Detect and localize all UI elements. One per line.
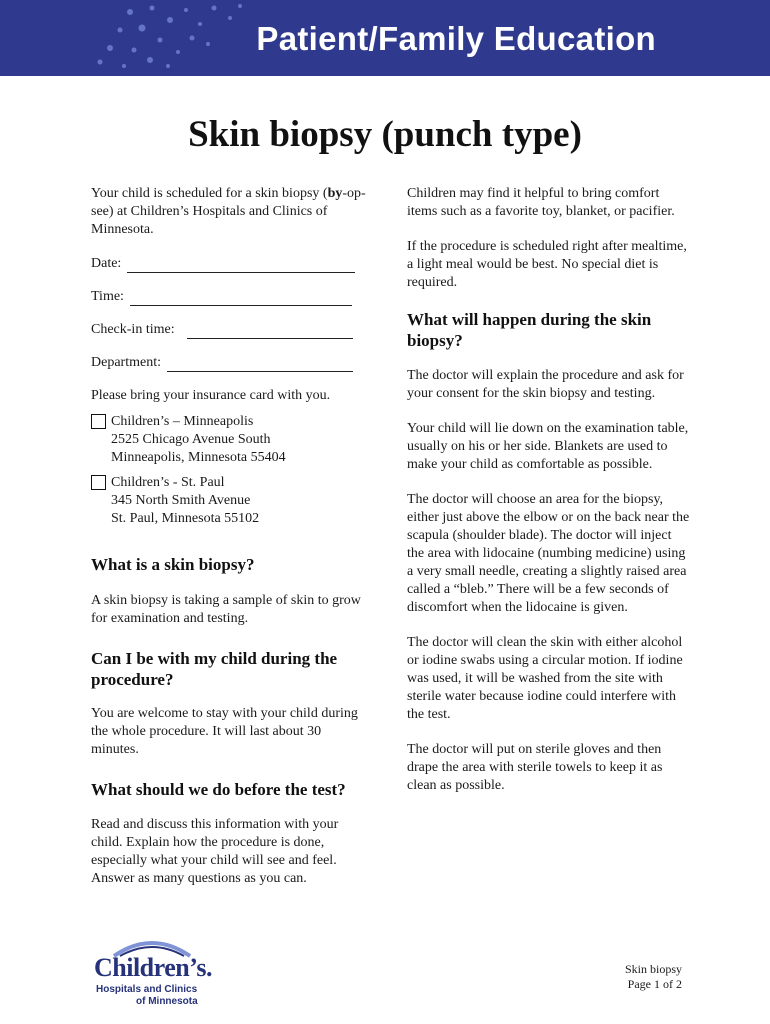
department-label: Department: <box>91 355 161 370</box>
section-body: A skin biopsy is taking a sample of skin to grow for examination and testing. <box>91 593 361 626</box>
checkin-blank[interactable] <box>187 325 353 339</box>
procedure-paragraph: The doctor will clean the skin with either alcohol or iodine swabs using a circular motion. If iodine was used, it will be washed from the site with sterile water because iodine could interfere with the test. <box>407 635 683 722</box>
checkbox[interactable] <box>91 475 106 490</box>
comfort-note: Children may find it helpful to bring comfort items such as a favorite toy, blanket, or pacifier. <box>407 186 675 219</box>
location-option-st-paul[interactable] <box>91 474 371 528</box>
department-field[interactable] <box>91 354 371 372</box>
location-name: Children’s - St. Paul <box>111 475 225 490</box>
checkin-field[interactable] <box>91 321 371 339</box>
page-number: Page 1 of 2 <box>627 977 682 991</box>
section-body: You are welcome to stay with your child during the whole procedure. It will last about 30 minutes. <box>91 706 358 757</box>
logo-subtitle: Hospitals and Clinics <box>96 984 198 995</box>
checkbox[interactable] <box>91 414 106 429</box>
section-heading: What will happen during the skin biopsy? <box>407 310 652 350</box>
header-banner <box>0 0 770 76</box>
logo-name: Children’s. <box>94 953 213 982</box>
location-address: 345 North Smith Avenue <box>111 493 251 508</box>
procedure-paragraph: The doctor will explain the procedure and ask for your consent for the skin biopsy and testing. <box>407 368 684 401</box>
footer-doc-name: Skin biopsy <box>624 962 682 976</box>
time-field[interactable] <box>91 288 371 306</box>
location-address: 2525 Chicago Avenue South <box>111 432 271 447</box>
section-heading: What should we do before the test? <box>91 780 346 799</box>
date-blank[interactable] <box>127 259 355 273</box>
section-heading: What is a skin biopsy? <box>91 555 255 574</box>
location-city: Minneapolis, Minnesota 55404 <box>111 450 286 465</box>
logo-subtitle-2: of Minnesota <box>136 996 198 1007</box>
procedure-paragraph: The doctor will put on sterile gloves and then drape the area with sterile towels to keep it as clean as possible. <box>407 742 663 793</box>
section-heading: Can I be with my child during the procedure? <box>91 649 338 689</box>
location-name: Children’s – Minneapolis <box>111 414 254 429</box>
location-option-minneapolis[interactable] <box>91 413 371 467</box>
page-footer <box>625 962 682 992</box>
time-label: Time: <box>91 289 124 304</box>
location-city: St. Paul, Minnesota 55102 <box>111 511 260 526</box>
checkin-label: Check-in time: <box>91 322 175 337</box>
diet-note: If the procedure is scheduled right after mealtime, a light meal would be best. No special diet is required. <box>407 239 687 290</box>
intro-paragraph: Your child is scheduled for a skin biopsy (by-op-see) at Children’s Hospitals and Clinics of Minnesota. <box>91 186 366 237</box>
page-title: Skin biopsy (punch type) <box>188 114 582 155</box>
section-body: Read and discuss this information with your child. Explain how the procedure is done, especially what your child will see and feel. Answer as many questions as you can. <box>91 817 339 886</box>
time-blank[interactable] <box>130 292 352 306</box>
date-field[interactable] <box>91 255 371 273</box>
banner-title: Patient/Family Education <box>256 20 656 57</box>
procedure-paragraph: Your child will lie down on the examination table, usually on his or her side. Blankets are used to make your child as comfortable as possible. <box>407 421 689 472</box>
right-column <box>407 185 692 795</box>
date-label: Date: <box>91 256 122 271</box>
left-column <box>91 185 371 888</box>
insurance-note: Please bring your insurance card with you. <box>91 388 331 403</box>
procedure-paragraph: The doctor will choose an area for the biopsy, either just above the elbow or on the back near the scapula (shoulder blade). The doctor will inject the area with lidocaine (numbing medicine) using a very small needle, creating a slightly raised area called a “bleb.” There will be a few seconds of discomfort when the lidocaine is given. <box>407 492 690 615</box>
department-blank[interactable] <box>167 358 353 372</box>
childrens-logo <box>94 936 214 1008</box>
